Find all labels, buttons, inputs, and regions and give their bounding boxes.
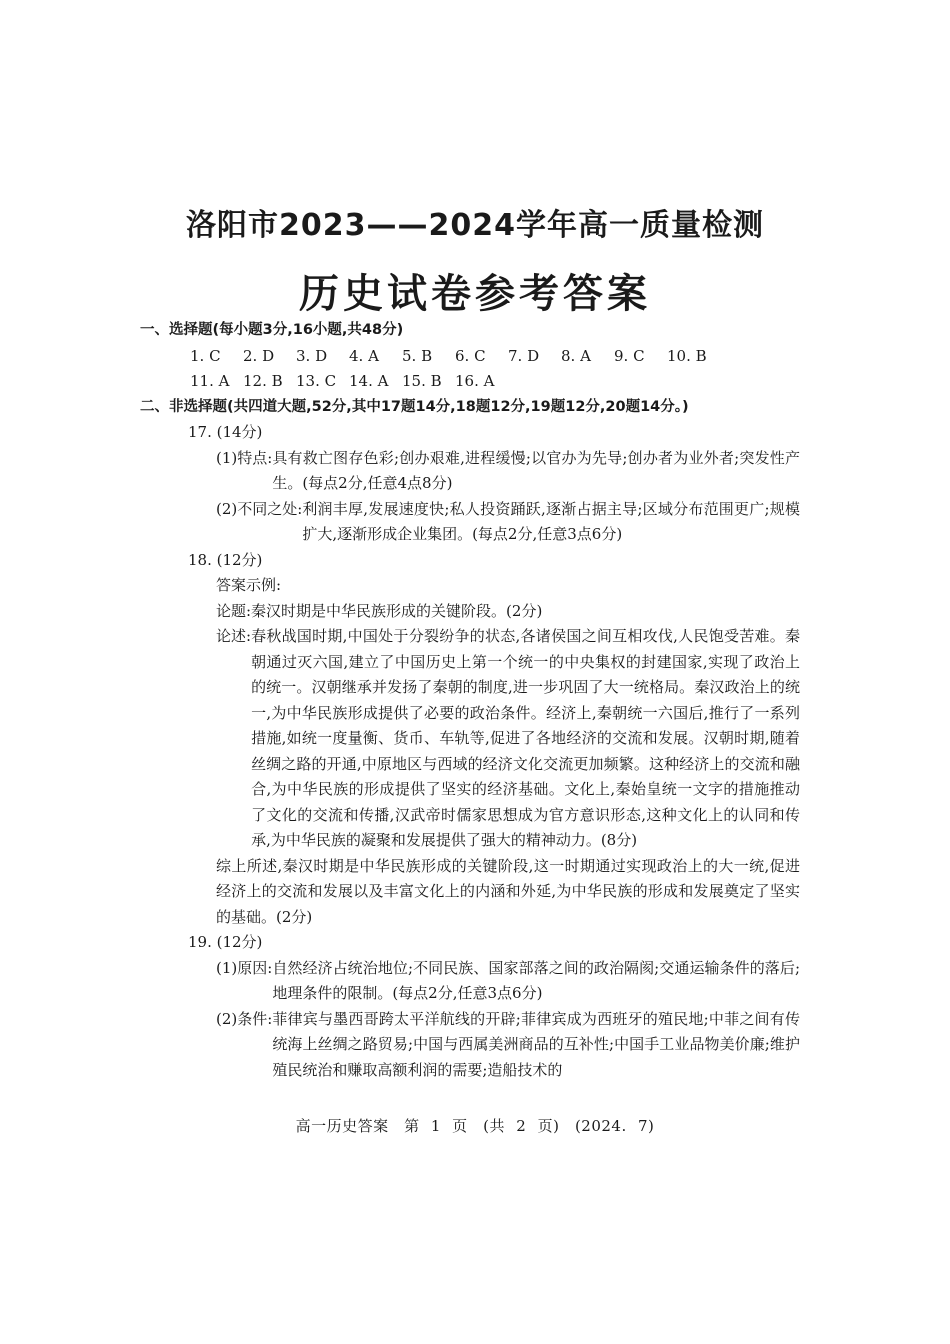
q17-part1-label: (1)特点:: [216, 448, 273, 467]
mc-answer: 1. C: [190, 346, 221, 365]
mc-answer: 13. C: [296, 372, 337, 390]
q17-part2: [140, 497, 800, 548]
answer-content: [140, 318, 800, 1083]
q17-part1: [140, 446, 800, 497]
q18-argument-text: 春秋战国时期,中国处于分裂纷争的状态,各诸侯国之间互相攻伐,人民饱受苦难。秦朝通过灭六国,建立了中国历史上第一个统一的中央集权的封建国家,实现了政治上的统一。汉朝继承并发扬了秦朝的制度,进一步巩固了大一统格局。秦汉政治上的统一,为中华民族形成提供了必要的政治条件。经济上,秦朝统一六国后,推行了一系列措施,如统一度量衡、货币、车轨等,促进了各地经济的交流和发展。汉朝时期,随着丝绸之路的开通,中原地区与西域的经济文化交流更加频繁。这种经济上的交流和融合,为中华民族的形成提供了坚实的经济基础。文化上,秦始皇统一文字的措施推动了文化的交流和传播,汉武帝时儒家思想成为官方意识形态,这种文化上的认同和传承,为中华民族的凝聚和发展提供了强大的精神动力。(8分): [251, 627, 800, 849]
mc-answer: 2. D: [243, 346, 275, 365]
mc-answer: 7. D: [508, 346, 540, 365]
q19-part1: [140, 956, 800, 1007]
document-title: 洛阳市2023——2024学年高一质量检测: [186, 208, 764, 243]
mc-answer: 12. B: [243, 372, 283, 390]
mc-answer: 14. A: [349, 372, 389, 390]
mc-answer: 8. A: [561, 346, 591, 365]
page-footer: 高一历史答案 第 1 页 (共 2 页) (2024. 7): [295, 1117, 655, 1135]
q18-argument: [140, 624, 800, 854]
q19-part1-text: 自然经济占统治地位;不同民族、国家部落之间的政治隔阂;交通运输条件的落后;地理条件的限制。(每点2分,任意3点6分): [272, 958, 800, 1002]
q17-part2-text: 利润丰厚,发展速度快;私人投资踊跃,逐渐占据主导;区域分布范围更广;规模扩大,逐渐形成企业集团。(每点2分,任意3点6分): [302, 499, 800, 543]
q18-argument-label: 论述:: [216, 627, 252, 645]
q18-example-label: 答案示例:: [216, 576, 282, 594]
q19-part2-text: 菲律宾与墨西哥跨太平洋航线的开辟;菲律宾成为西班牙的殖民地;中菲之间有传统海上丝绸之路贸易;中国与西属美洲商品的互补性;中国手工业品物美价廉;维护殖民统治和赚取高额利润的需要;造船技术的: [272, 1009, 800, 1079]
mc-answer: 3. D: [296, 346, 328, 365]
q17-part2-label: (2)不同之处:: [216, 499, 303, 518]
q18-thesis: 论题:秦汉时期是中华民族形成的关键阶段。(2分): [216, 601, 543, 620]
mc-answer: 5. B: [402, 346, 433, 365]
section1-heading: 一、选择题(每小题3分,16小题,共48分): [140, 322, 404, 338]
q19-part1-label: (1)原因:: [216, 958, 273, 977]
mc-answer: 6. C: [455, 346, 486, 365]
mc-answer: 9. C: [614, 346, 645, 365]
q19-part2: [140, 1007, 800, 1084]
mc-answers-row1: [140, 344, 800, 370]
mc-answer: 11. A: [190, 372, 230, 390]
q17-number: 17. (14分): [188, 423, 263, 441]
q19-part2-label: (2)条件:: [216, 1009, 273, 1028]
mc-answer: 15. B: [402, 372, 442, 390]
document-subtitle: 历史试卷参考答案: [299, 270, 651, 317]
mc-answer: 4. A: [349, 346, 379, 365]
q19-number: 19. (12分): [188, 933, 263, 951]
mc-answer: 10. B: [667, 346, 707, 365]
mc-answers-row2: [140, 369, 800, 395]
q18-conclusion: 综上所述,秦汉时期是中华民族形成的关键阶段,这一时期通过实现政治上的大一统,促进经济上的交流和发展以及丰富文化上的内涵和外延,为中华民族的形成和发展奠定了坚实的基础。(2分): [216, 856, 800, 926]
section2-heading: 二、非选择题(共四道大题,52分,其中17题14分,18题12分,19题12分,20题14分。): [140, 398, 689, 415]
q18-number: 18. (12分): [188, 550, 263, 569]
mc-answer: 16. A: [455, 372, 495, 390]
q17-part1-text: 具有救亡图存色彩;创办艰难,进程缓慢;以官办为先导;创办者为业外者;突发性产生。(每点2分,任意4点8分): [272, 448, 800, 492]
